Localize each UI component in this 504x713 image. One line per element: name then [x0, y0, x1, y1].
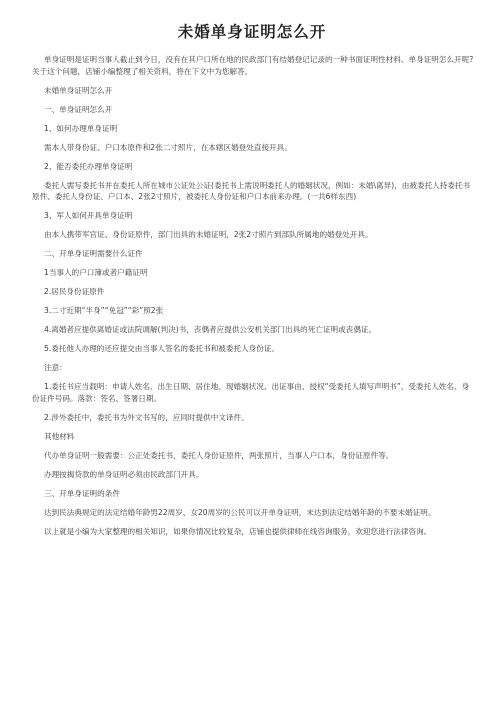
section-heading: 三、开单身证明的条件 [44, 488, 120, 498]
page-title: 未婚单身证明怎么开 [177, 23, 327, 41]
note-heading: 注意： [44, 363, 67, 372]
section-heading: 一、单身证明怎么开 [44, 104, 113, 114]
list-item: 1.委托书应当载明：申请人姓名、出生日期、居住地、现婚姻状况、出证事由、授权“受委托人填写声明书”，受委托人姓名、身份证件号码。落款：签名、签署日期。 [32, 382, 470, 403]
section-heading: 未婚单身证明怎么开 [44, 85, 113, 95]
body-paragraph: 委托人需写委托书并在委托人所在城市公证处公证(委托书上需说明委托人的婚姻状况，例如：未婚\离异)，由被委托人持委托书原件、委托人身份证、户口本、2张2寸照片，被委托人身份证和户口本前来办理。(一共6样东西) [32, 180, 471, 201]
list-item: 3.二寸近期“半身”“免冠”“彩”照2张 [44, 306, 164, 315]
subsection-heading: 3、军人如何开具单身证明 [44, 211, 133, 220]
list-item: 2.居民身份证原件 [44, 287, 105, 296]
subsection-heading: 其他材料 [44, 431, 75, 441]
list-item: 1当事人的户口簿或者户籍证明 [44, 268, 148, 277]
intro-paragraph: 单身证明是证明当事人截止到今日，没有在其户口所在地的民政部门有结婚登记记录的一种书面证明性材料。单身证明怎么开呢?关于这个问题，店铺小编整理了相关资料，将在下文中为您解答。 [32, 55, 474, 76]
body-paragraph: 由本人携带军官证、身份证原件，部门出具的未婚证明，2张2寸照片到部队所属地的婚登处开具。 [44, 230, 373, 239]
body-paragraph: 达到民法典规定的法定结婚年龄男22周岁、女20周岁的公民可以开单身证明，未达到法定结婚年龄的不要未婚证明。 [44, 507, 436, 517]
subsection-heading: 1、如何办理单身证明 [44, 123, 118, 133]
body-paragraph: 代办单身证明一般需要：公正处委托书，委托人身份证原件，两张照片，当事人户口本，身份证原件等。 [44, 450, 394, 460]
article-body [32, 54, 474, 545]
body-paragraph: 需本人带身份证、户口本原件和2张二寸照片，在本辖区婚登处直接开具。 [44, 142, 292, 152]
section-heading: 二、开单身证明需要什么证件 [44, 249, 143, 258]
body-paragraph: 办理按揭贷款的单身证明必须由民政部门开具。 [44, 469, 204, 479]
subsection-heading: 2、能否委托办理单身证明 [44, 161, 133, 171]
list-item: 5.委托他人办理的还应提交由当事人签名的委托书和被委托人身份证。 [44, 344, 280, 353]
list-item: 4.离婚者应提供离婚证或法院调解(判决)书，丧偶者应提供公安机关部门出具的死亡证明或丧偶证。 [44, 325, 377, 334]
closing-paragraph: 以上就是小编为大家整理的相关知识，如果你情况比较复杂，店铺也提供律师在线咨询服务，欢迎您进行法律咨询。 [44, 526, 432, 536]
list-item: 2.涉外委托中，委托书为外文书写的，应同时提供中文译件。 [44, 412, 249, 422]
